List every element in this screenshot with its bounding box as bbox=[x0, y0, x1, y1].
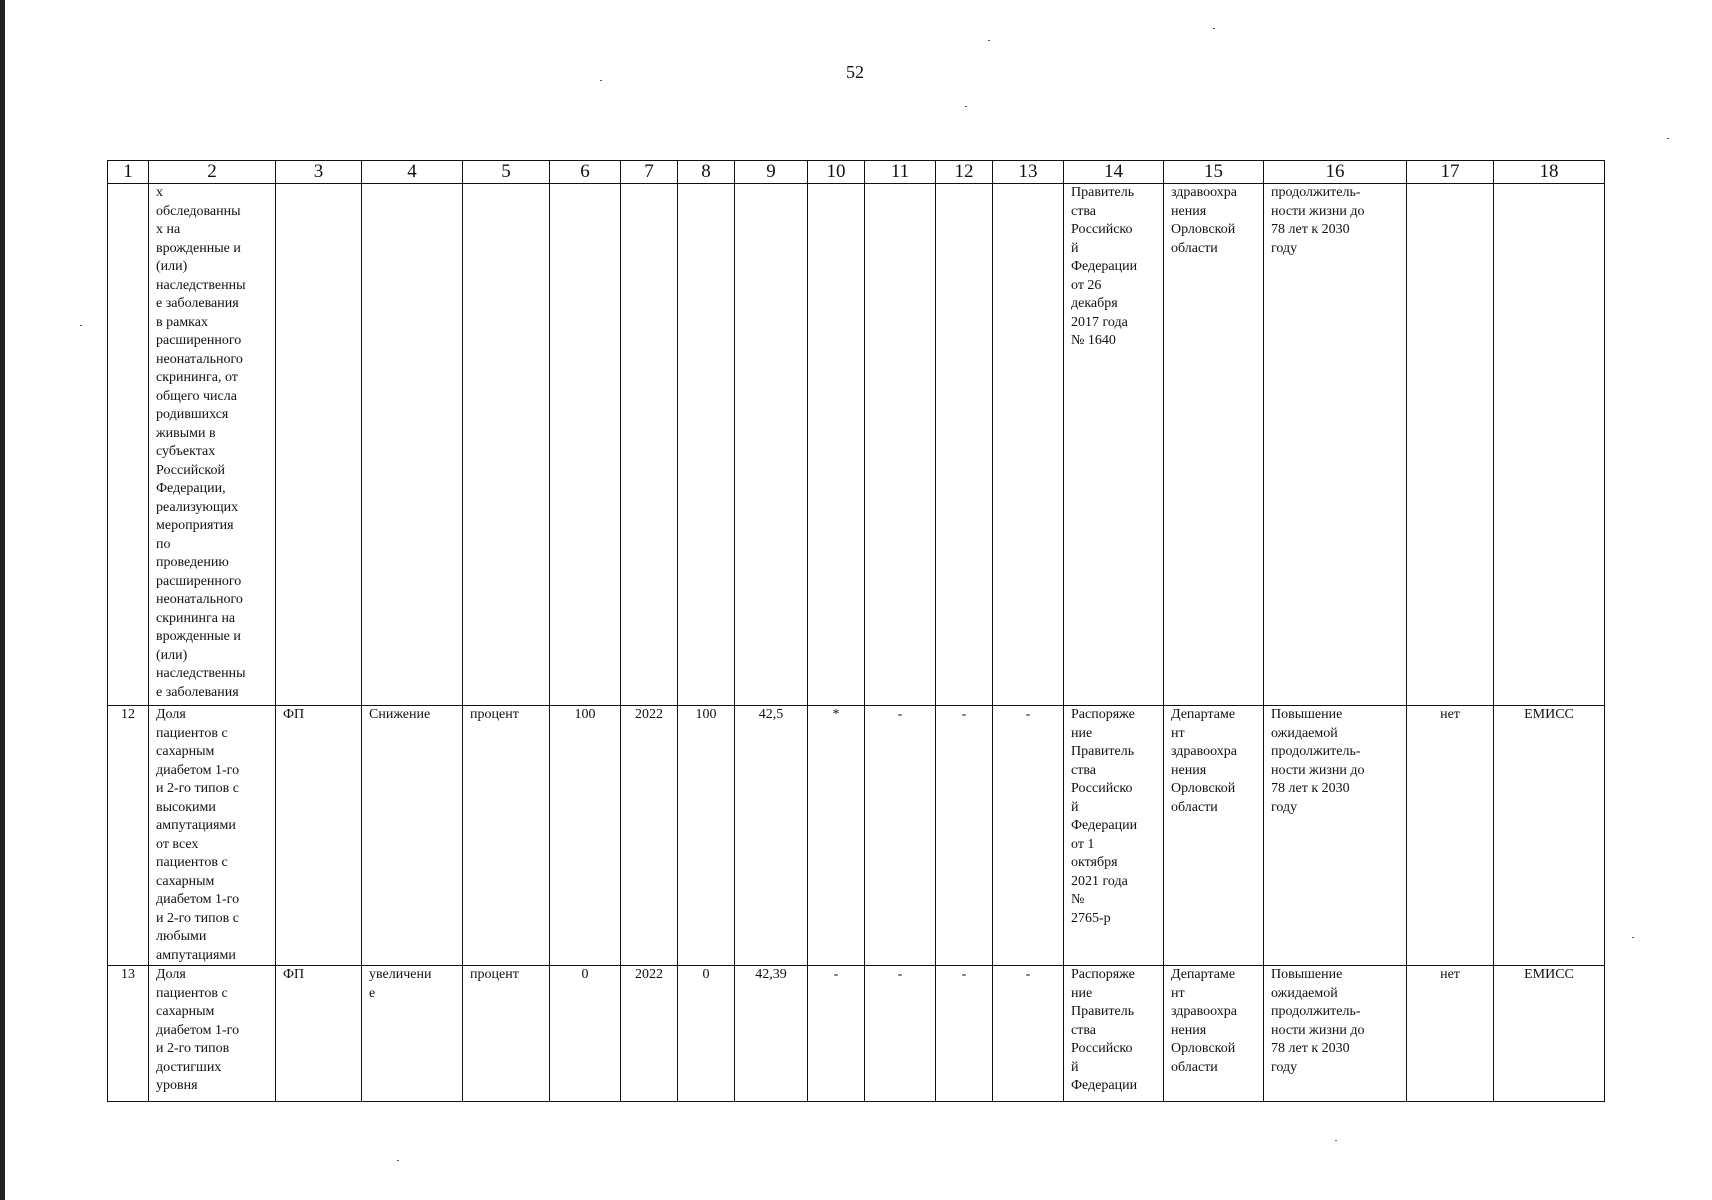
scan-speck bbox=[1335, 1140, 1337, 1141]
row-number-cell: 12 bbox=[108, 706, 149, 966]
value-cell bbox=[936, 184, 993, 706]
base-value-cell: 0 bbox=[550, 966, 621, 1102]
scan-speck bbox=[600, 80, 602, 81]
value-cell: * bbox=[808, 706, 865, 966]
scan-speck bbox=[80, 325, 82, 326]
scan-speck bbox=[988, 40, 990, 41]
value-cell: - bbox=[936, 966, 993, 1102]
column-header: 8 bbox=[678, 161, 735, 184]
document-reference-cell: Распоряже ние Правитель ства Российско й Федерации bbox=[1064, 966, 1164, 1102]
scan-speck bbox=[1667, 138, 1669, 139]
column-header: 13 bbox=[993, 161, 1064, 184]
flag-cell bbox=[1407, 184, 1494, 706]
value-cell: - bbox=[808, 966, 865, 1102]
unit-cell: процент bbox=[463, 966, 550, 1102]
trend-cell bbox=[362, 184, 463, 706]
table-row-12 bbox=[108, 706, 1605, 966]
row-number-cell bbox=[108, 184, 149, 706]
column-header: 15 bbox=[1164, 161, 1264, 184]
value-cell bbox=[865, 184, 936, 706]
column-header: 17 bbox=[1407, 161, 1494, 184]
indicator-name-cell: х обследованны х на врожденные и (или) наследственны е заболевания в рамках расширенного неонатального скрининга, от общего числа родившихся живыми в субъектах Российской Федерации, реализующих мероприятия по проведению расширенного неонатального скрининга на врожденные и (или) наследственны е заболевания bbox=[149, 184, 276, 706]
value-cell: 100 bbox=[678, 706, 735, 966]
table-row-13 bbox=[108, 966, 1605, 1102]
column-header: 12 bbox=[936, 161, 993, 184]
value-cell bbox=[678, 184, 735, 706]
column-number-header-row bbox=[108, 161, 1605, 184]
column-header: 2 bbox=[149, 161, 276, 184]
indicator-name-cell: Доля пациентов с сахарным диабетом 1-го и 2-го типов достигших уровня bbox=[149, 966, 276, 1102]
column-header: 5 bbox=[463, 161, 550, 184]
column-header: 1 bbox=[108, 161, 149, 184]
responsible-body-cell: здравоохра нения Орловской области bbox=[1164, 184, 1264, 706]
info-system-cell: ЕМИСС bbox=[1494, 966, 1605, 1102]
base-year-cell: 2022 bbox=[621, 706, 678, 966]
info-system-cell: ЕМИСС bbox=[1494, 706, 1605, 966]
document-reference-cell: Правитель ства Российско й Федерации от 26 декабря 2017 года № 1640 bbox=[1064, 184, 1164, 706]
row-number-cell: 13 bbox=[108, 966, 149, 1102]
table-row-continuation bbox=[108, 184, 1605, 706]
value-cell: 42,39 bbox=[735, 966, 808, 1102]
base-year-cell bbox=[621, 184, 678, 706]
column-header: 3 bbox=[276, 161, 362, 184]
value-cell: 42,5 bbox=[735, 706, 808, 966]
flag-cell: нет bbox=[1407, 966, 1494, 1102]
column-header: 9 bbox=[735, 161, 808, 184]
column-header: 7 bbox=[621, 161, 678, 184]
value-cell bbox=[993, 184, 1064, 706]
value-cell: 0 bbox=[678, 966, 735, 1102]
goal-link-cell: Повышение ожидаемой продолжитель- ности жизни до 78 лет к 2030 году bbox=[1264, 966, 1407, 1102]
flag-cell: нет bbox=[1407, 706, 1494, 966]
value-cell bbox=[735, 184, 808, 706]
column-header: 11 bbox=[865, 161, 936, 184]
column-header: 4 bbox=[362, 161, 463, 184]
level-cell bbox=[276, 184, 362, 706]
goal-link-cell: продолжитель- ности жизни до 78 лет к 2030 году bbox=[1264, 184, 1407, 706]
info-system-cell bbox=[1494, 184, 1605, 706]
indicators-table bbox=[107, 160, 1605, 1102]
column-header: 6 bbox=[550, 161, 621, 184]
scan-speck bbox=[965, 106, 967, 107]
goal-link-cell: Повышение ожидаемой продолжитель- ности жизни до 78 лет к 2030 году bbox=[1264, 706, 1407, 966]
page-number: 52 bbox=[846, 62, 864, 82]
responsible-body-cell: Департаме нт здравоохра нения Орловской области bbox=[1164, 966, 1264, 1102]
value-cell bbox=[808, 184, 865, 706]
level-cell: ФП bbox=[276, 966, 362, 1102]
trend-cell: Снижение bbox=[362, 706, 463, 966]
base-year-cell: 2022 bbox=[621, 966, 678, 1102]
value-cell: - bbox=[865, 706, 936, 966]
scan-speck bbox=[1632, 937, 1634, 938]
base-value-cell bbox=[550, 184, 621, 706]
scan-speck bbox=[1213, 28, 1215, 29]
scan-speck bbox=[397, 1160, 399, 1161]
value-cell: - bbox=[865, 966, 936, 1102]
value-cell: - bbox=[993, 706, 1064, 966]
unit-cell: процент bbox=[463, 706, 550, 966]
scan-left-edge bbox=[0, 0, 5, 1200]
column-header: 16 bbox=[1264, 161, 1407, 184]
base-value-cell: 100 bbox=[550, 706, 621, 966]
column-header: 18 bbox=[1494, 161, 1605, 184]
column-header: 14 bbox=[1064, 161, 1164, 184]
responsible-body-cell: Департаме нт здравоохра нения Орловской области bbox=[1164, 706, 1264, 966]
trend-cell: увеличени е bbox=[362, 966, 463, 1102]
document-reference-cell: Распоряже ние Правитель ства Российско й Федерации от 1 октября 2021 года № 2765-р bbox=[1064, 706, 1164, 966]
column-header: 10 bbox=[808, 161, 865, 184]
value-cell: - bbox=[993, 966, 1064, 1102]
unit-cell bbox=[463, 184, 550, 706]
level-cell: ФП bbox=[276, 706, 362, 966]
indicator-name-cell: Доля пациентов с сахарным диабетом 1-го и 2-го типов с высокими ампутациями от всех пациентов с сахарным диабетом 1-го и 2-го типов с любыми ампутациями bbox=[149, 706, 276, 966]
value-cell: - bbox=[936, 706, 993, 966]
